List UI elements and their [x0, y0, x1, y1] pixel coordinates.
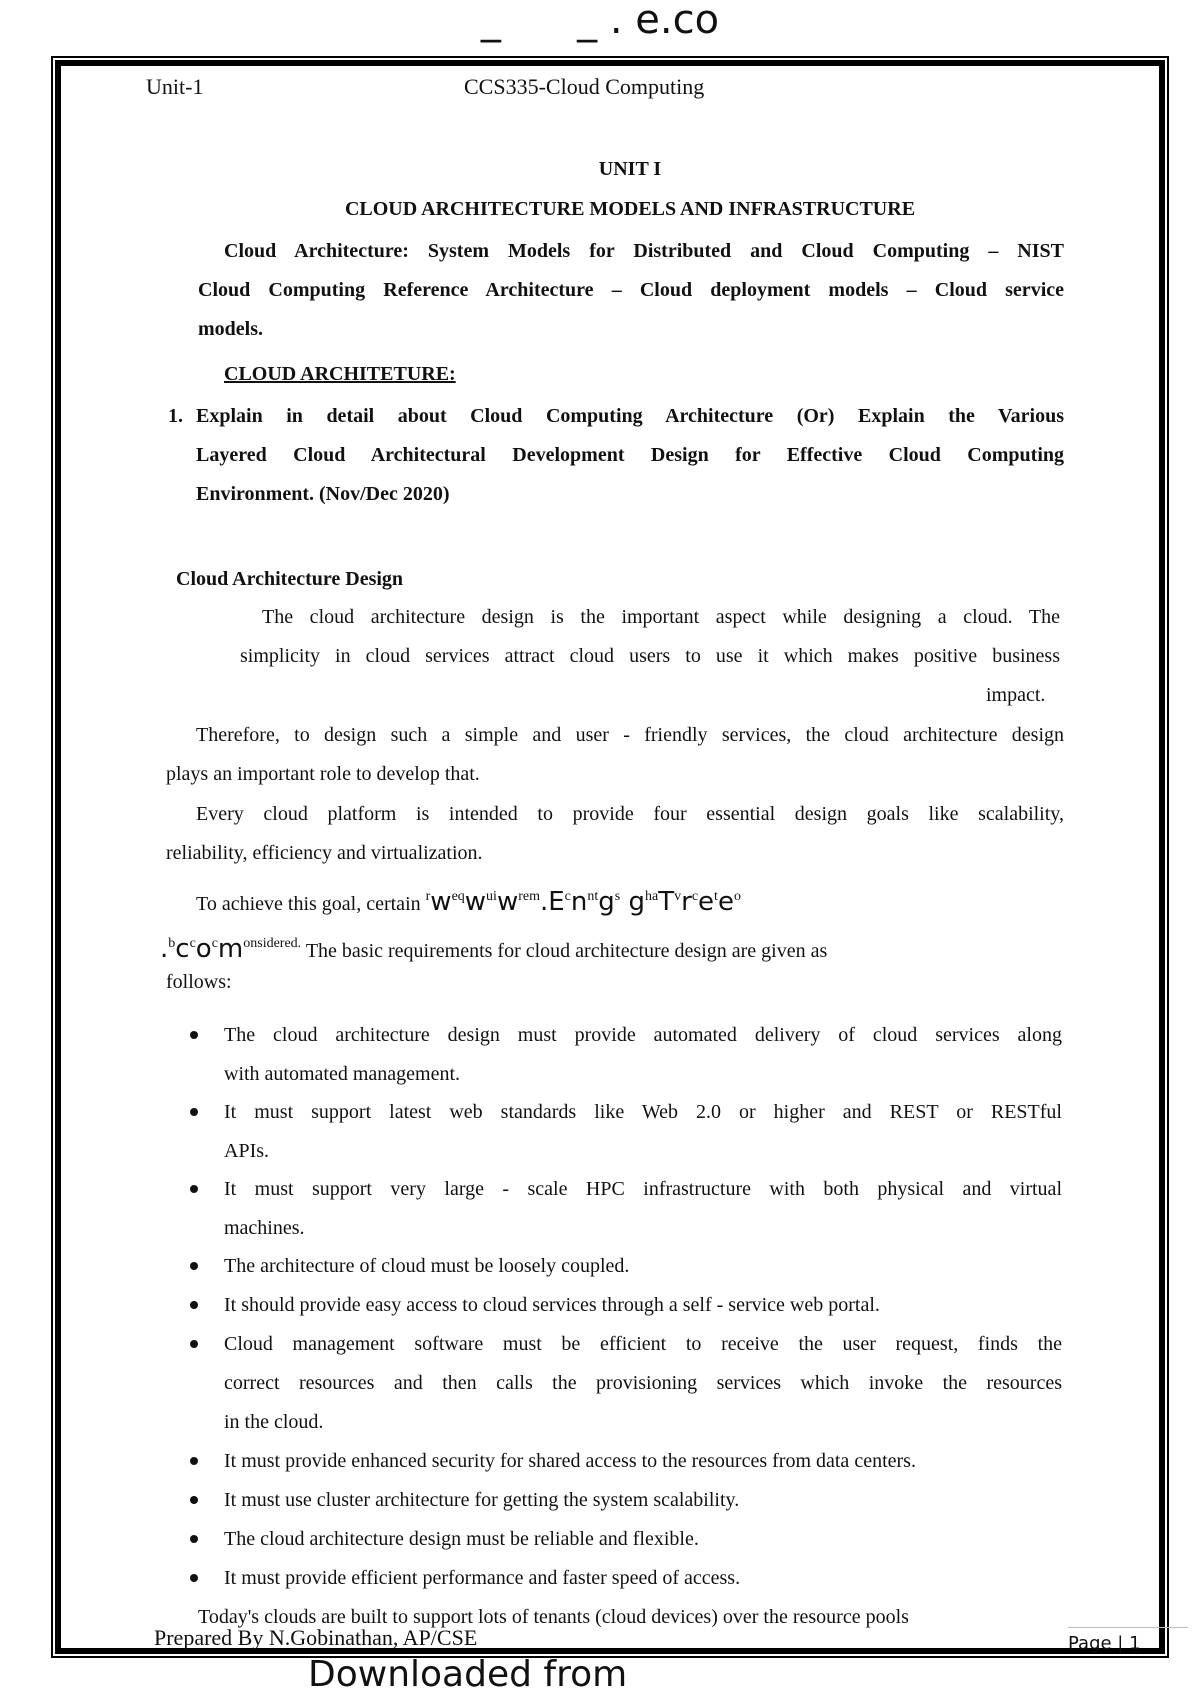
garbled-glyph: o — [733, 889, 741, 904]
bullet-dot — [190, 1185, 198, 1193]
list-item-line: It must provide efficient performance and faster speed of access. — [224, 1567, 741, 1589]
syllabus-line-3: models. — [198, 318, 263, 340]
garbled-glyph: g — [620, 887, 646, 917]
bullet-dot — [190, 1574, 198, 1582]
garbled-glyph: c — [691, 889, 699, 904]
list-item-line: It should provide easy access to cloud services through a self - service web portal. — [224, 1294, 880, 1316]
bullet-dot — [190, 1535, 198, 1543]
para2-line-1: Therefore, to design such a simple and user - friendly services, the cloud architecture design — [196, 724, 1064, 746]
chapter-title: CLOUD ARCHITECTURE MODELS AND INFRASTRUCTURE — [344, 198, 916, 220]
para3-line-1: Every cloud platform is intended to provide four essential design goals like scalability, — [196, 803, 1064, 825]
question-number: 1. — [168, 405, 183, 427]
bottom-watermark-text: Downloaded from — [308, 1654, 628, 1695]
footer-rule — [1068, 1627, 1188, 1628]
footer-page-number: Page | 1 — [1068, 1633, 1141, 1654]
footer-prepared-by: Prepared By N.Gobinathan, AP/CSE — [154, 1625, 478, 1650]
bullet-dot — [190, 1457, 198, 1465]
question-line-1: Explain in detail about Cloud Computing Architecture (Or) Explain the Various — [196, 405, 1064, 427]
garbled-glyph: b — [168, 936, 176, 951]
garbled-glyph: w — [430, 887, 452, 917]
garbled-glyph: n — [570, 887, 588, 917]
para4-line-1 — [196, 877, 741, 924]
syllabus-line-1: Cloud Architecture: System Models for Distributed and Cloud Computing – NIST — [224, 240, 1064, 262]
garbled-glyph: ui — [486, 889, 497, 904]
list-item-line: Cloud management software must be efficient to receive the user request, finds the — [224, 1333, 1062, 1355]
para3-line-2: reliability, efficiency and virtualization. — [166, 842, 483, 864]
garbled-glyph: e — [717, 887, 734, 917]
list-item-line: It must support latest web standards like Web 2.0 or higher and REST or RESTful — [224, 1101, 1062, 1123]
para1-line-1: The cloud architecture design is the important aspect while designing a cloud. The — [262, 606, 1060, 628]
para1-line-2: simplicity in cloud services attract cloud users to use it which makes positive business — [240, 645, 1060, 667]
para1-line-3: impact. — [986, 684, 1046, 706]
section-heading: CLOUD ARCHITETURE: — [224, 363, 456, 385]
bullet-dot — [190, 1496, 198, 1504]
garbled-glyph: rem — [518, 889, 540, 904]
garbled-glyph: o — [195, 934, 212, 964]
list-item-line: The cloud architecture design must be reliable and flexible. — [224, 1528, 699, 1550]
para4-line-1-start: To achieve this goal, certain — [196, 893, 426, 915]
list-item-line: in the cloud. — [224, 1411, 324, 1433]
garbled-glyph: onsidered. — [243, 936, 302, 951]
bullet-dot — [190, 1262, 198, 1270]
garbled-glyph: w — [496, 887, 519, 917]
list-item-line: correct resources and then calls the provisioning services which invoke the resources — [224, 1372, 1062, 1394]
list-item-line: It must support very large - scale HPC infrastructure with both physical and virtual — [224, 1178, 1062, 1200]
garbled-glyph: m — [217, 934, 244, 964]
garbled-glyph: s — [614, 889, 621, 904]
top-watermark-text: _ _ . e.co — [480, 0, 720, 43]
para4-line-2 — [160, 924, 827, 971]
bullet-dot — [190, 1340, 198, 1348]
list-item-line: machines. — [224, 1217, 305, 1239]
list-item-line: It must provide enhanced security for shared access to the resources from data centers. — [224, 1450, 916, 1472]
garbled-glyph: v — [674, 889, 682, 904]
para4-garbled-text-2 — [160, 934, 302, 964]
header-unit: Unit-1 — [146, 74, 204, 99]
garbled-glyph: eq — [451, 889, 465, 904]
garbled-glyph: e — [698, 887, 715, 917]
subheading: Cloud Architecture Design — [176, 568, 404, 590]
question-line-2: Layered Cloud Architectural Development Design for Effective Cloud Computing — [196, 444, 1064, 466]
bullet-dot — [190, 1301, 198, 1309]
garbled-glyph: t — [714, 889, 718, 904]
garbled-glyph: c — [211, 936, 218, 951]
bullet-dot — [190, 1108, 198, 1116]
garbled-glyph: nt — [587, 889, 599, 904]
para4-line-2-rest: The basic requirements for cloud architecture design are given as — [301, 940, 828, 962]
header-course: CCS335-Cloud Computing — [464, 74, 705, 99]
syllabus-line-2: Cloud Computing Reference Architecture – Cloud deployment models – Cloud service — [198, 279, 1064, 301]
para4-line-3: follows: — [166, 971, 232, 993]
bullet-dot — [190, 1031, 198, 1039]
garbled-glyph: c — [175, 934, 190, 964]
para2-line-2: plays an important role to develop that. — [166, 763, 480, 785]
garbled-glyph: r — [425, 889, 431, 904]
list-item-line: The cloud architecture design must provide automated delivery of cloud services along — [224, 1024, 1062, 1046]
garbled-glyph: c — [189, 936, 196, 951]
list-item-line: The architecture of cloud must be loosely coupled. — [224, 1255, 630, 1277]
garbled-glyph: ha — [645, 889, 659, 904]
list-item-line: It must use cluster architecture for getting the system scalability. — [224, 1489, 740, 1511]
unit-title: UNIT I — [598, 158, 662, 180]
list-item-line: with automated management. — [224, 1063, 461, 1085]
list-item-line: APIs. — [224, 1140, 270, 1162]
garbled-glyph: T — [658, 887, 675, 917]
garbled-glyph: . — [160, 934, 169, 964]
garbled-glyph: .E — [539, 887, 565, 917]
para4-garbled-text-1 — [425, 887, 741, 917]
garbled-glyph: r — [681, 887, 692, 917]
garbled-glyph: c — [564, 889, 571, 904]
garbled-glyph: g — [598, 887, 615, 917]
question-line-3: Environment. (Nov/Dec 2020) — [196, 483, 450, 505]
garbled-glyph: w — [464, 887, 487, 917]
para5-line-1: Today's clouds are built to support lots of tenants (cloud devices) over the resource pools — [198, 1606, 909, 1628]
